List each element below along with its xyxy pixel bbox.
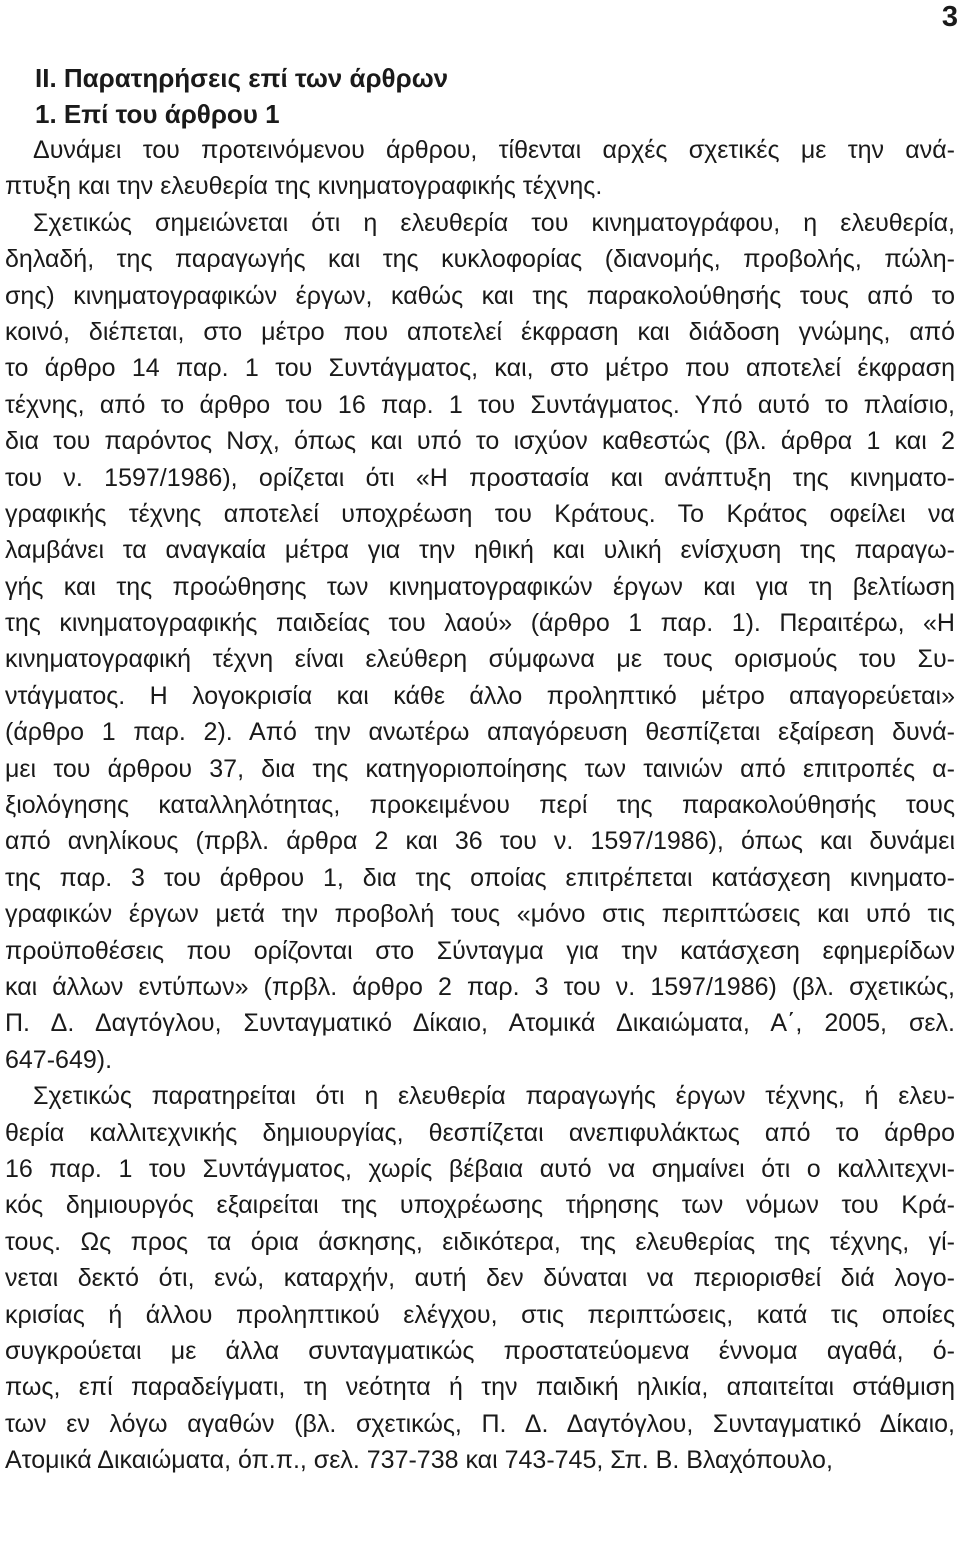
text-line: 647-649). xyxy=(5,1045,113,1074)
text-line: κρισίας ή άλλου προληπτικού ελέγχου, στις περιπτώσεις, κατά τις οποίες xyxy=(5,1300,955,1329)
text-line: τέχνης, από το άρθρο του 16 παρ. 1 του Συντάγματος. Υπό αυτό το πλαίσιο, xyxy=(5,390,955,419)
text-line: ξιολόγησης καταλληλότητας, προκειμένου περί της παρακολούθησής τους xyxy=(5,791,955,820)
text-line: κοινό, διέπεται, στο μέτρο που αποτελεί έκφραση και διάδοση γνώμης, από xyxy=(5,317,955,346)
text-line: πως, επί παραδείγματι, τη νεότητα ή την παιδική ηλικία, απαιτείται στάθμιση xyxy=(5,1373,955,1402)
text-line: Δυνάμει του προτεινόμενου άρθρου, τίθενται αρχές σχετικές με την ανά- xyxy=(33,136,955,164)
text-line: πτυξη και την ελευθερία της κινηματογραφικής τέχνης. xyxy=(5,172,603,201)
text-line: 16 παρ. 1 του Συντάγματος, χωρίς βέβαια αυτό να σημαίνει ότι ο καλλιτεχνι- xyxy=(5,1154,955,1183)
text-line: μει του άρθρου 37, δια της κατηγοριοποίησης των ταινιών από επιτροπές α- xyxy=(5,754,955,783)
text-line: (άρθρο 1 παρ. 2). Από την ανωτέρω απαγόρευση θεσπίζεται εξαίρεση δυνά- xyxy=(5,718,955,747)
document-body xyxy=(5,60,955,1478)
text-line: Ατομικά Δικαιώματα, όπ.π., σελ. 737-738 και 743-745, Σπ. Β. Βλαχόπουλο, xyxy=(5,1446,833,1475)
text-line: κινηματογραφική τέχνη είναι ελεύθερη σύμφωνα με τους ορισμούς του Συ- xyxy=(5,645,955,674)
text-line: Π. Δ. Δαγτόγλου, Συνταγματικό Δίκαιο, Ατομικά Δικαιώματα, Α΄, 2005, σελ. xyxy=(5,1009,955,1038)
text-line: τους. Ως προς τα όρια άσκησης, ειδικότερα, της ελευθερίας της τέχνης, γί- xyxy=(5,1227,955,1256)
text-line: κός δημιουργός εξαιρείται της υποχρέωσης τήρησης των νόμων του Κρά- xyxy=(5,1191,955,1220)
paragraph xyxy=(5,132,955,205)
text-line: νεται δεκτό ότι, ενώ, καταρχήν, αυτή δεν δύναται να περιορισθεί διά λογο- xyxy=(5,1264,955,1293)
paragraph xyxy=(5,205,955,1078)
section-heading: ΙΙ. Παρατηρήσεις επί των άρθρων xyxy=(35,63,449,93)
text-line: το άρθρο 14 παρ. 1 του Συντάγματος, και, στο μέτρο που αποτελεί έκφραση xyxy=(5,354,955,383)
text-line: λαμβάνει τα αναγκαία μέτρα για την ηθική και υλική ενίσχυση της παραγω- xyxy=(5,536,955,565)
text-line: από ανηλίκους (πρβλ. άρθρα 2 και 36 του ν. 1597/1986), όπως και δυνάμει xyxy=(5,827,955,856)
text-line: συγκρούεται με άλλα συνταγματικώς προστατεύομενα έννομα αγαθά, ό- xyxy=(5,1336,955,1365)
text-line: των εν λόγω αγαθών (βλ. σχετικώς, Π. Δ. Δαγτόγλου, Συνταγματικό Δίκαιο, xyxy=(5,1409,955,1438)
text-line: Σχετικώς σημειώνεται ότι η ελευθερία του κινηματογράφου, η ελευθερία, xyxy=(33,208,955,237)
text-line: γραφικών έργων μετά την προβολή τους «μόνο στις περιπτώσεις και υπό τις xyxy=(5,900,955,929)
text-line: δηλαδή, της παραγωγής και της κυκλοφορίας (διανομής, προβολής, πώλη- xyxy=(5,245,955,274)
text-line: ντάγματος. Η λογοκρισία και κάθε άλλο προληπτικό μέτρο απαγορεύεται» xyxy=(5,681,955,710)
text-line: θερία καλλιτεχνικής δημιουργίας, θεσπίζεται ανεπιφυλάκτως από το άρθρο xyxy=(5,1118,955,1147)
text-line: σης) κινηματογραφικών έργων, καθώς και της παρακολούθησής τους από το xyxy=(5,281,955,310)
paragraphs xyxy=(5,132,955,1478)
text-line: γής και της προώθησης των κινηματογραφικών έργων και για τη βελτίωση xyxy=(5,572,955,601)
text-line: και άλλων εντύπων» (πρβλ. άρθρο 2 παρ. 3 του ν. 1597/1986) (βλ. σχετικώς, xyxy=(5,972,955,1001)
text-line: γραφικής τέχνης αποτελεί υποχρέωση του Κράτους. Το Κράτος οφείλει να xyxy=(5,499,955,528)
article-heading: 1. Επί του άρθρου 1 xyxy=(35,99,280,129)
text-line: προϋποθέσεις που ορίζονται στο Σύνταγμα για την κατάσχεση εφημερίδων xyxy=(5,936,955,965)
text-line: του ν. 1597/1986), ορίζεται ότι «Η προστασία και ανάπτυξη της κινηματο- xyxy=(5,463,955,492)
paragraph xyxy=(5,1078,955,1478)
text-line: της παρ. 3 του άρθρου 1, δια της οποίας επιτρέπεται κατάσχεση κινηματο- xyxy=(5,863,955,892)
text-line: Σχετικώς παρατηρείται ότι η ελευθερία παραγωγής έργων τέχνης, ή ελευ- xyxy=(33,1082,955,1111)
text-line: της κινηματογραφικής παιδείας του λαού» (άρθρο 1 παρ. 1). Περαιτέρω, «Η xyxy=(5,609,955,638)
text-line: δια του παρόντος Νσχ, όπως και υπό το ισχύον καθεστώς (βλ. άρθρα 1 και 2 xyxy=(5,427,955,456)
page-number: 3 xyxy=(941,1,958,33)
